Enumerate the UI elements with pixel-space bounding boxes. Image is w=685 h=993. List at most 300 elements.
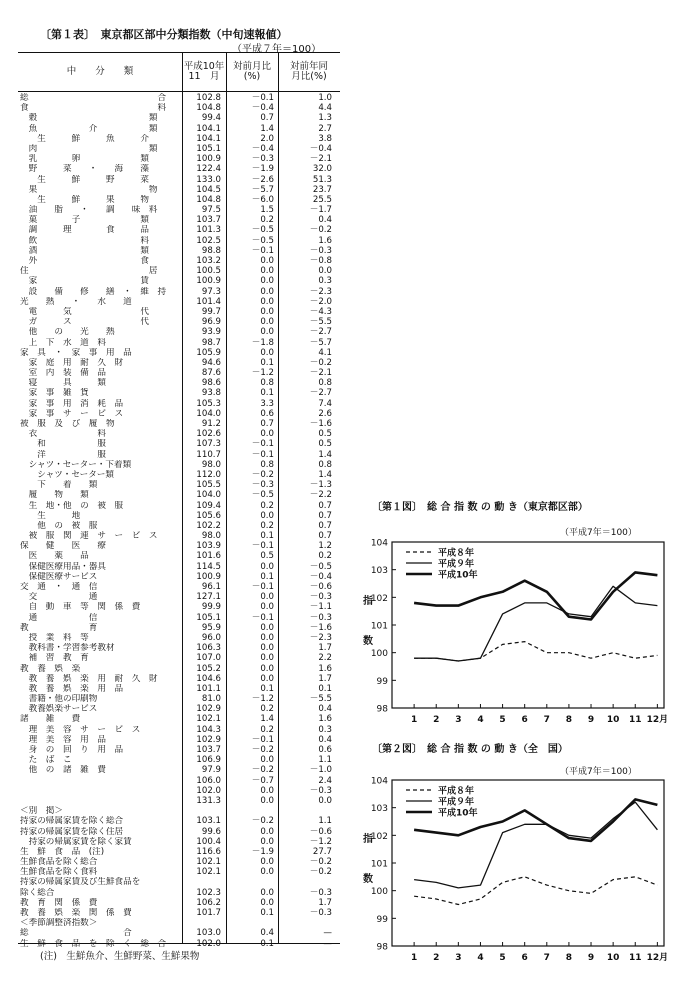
table-row <box>18 419 340 429</box>
x-tick-label: 2 <box>433 715 440 725</box>
table-row <box>18 582 340 592</box>
row-year-change: －0.3 <box>309 245 332 256</box>
row-year-change: －2.7 <box>309 388 332 399</box>
table-header <box>18 53 340 92</box>
row-category: 家 賃 <box>20 276 149 287</box>
row-year-change: －5.5 <box>309 694 332 705</box>
row-category: 教 育 関 係 費 <box>20 897 98 908</box>
table-row <box>18 725 340 735</box>
x-tick-label: 4 <box>477 953 484 963</box>
row-category: 教 養 娯 楽 <box>20 663 81 674</box>
row-year-change: 27.7 <box>312 846 332 857</box>
row-category: 持家の帰属家賃及び生鮮食品を <box>20 877 141 888</box>
y-axis-label: 指 <box>363 834 373 845</box>
table-row <box>18 684 340 694</box>
row-month-change: 0.0 <box>260 663 274 674</box>
row-category: 他 の 光 熱 <box>20 327 115 338</box>
row-category: 持家の帰属家賃を除く住居 <box>20 826 124 837</box>
plot-frame <box>392 542 664 708</box>
table-row <box>18 134 340 144</box>
row-index: 104.1 <box>196 123 221 134</box>
row-month-change: 0.0 <box>260 317 274 328</box>
row-category: 寝 具 類 <box>20 378 106 389</box>
table-row <box>18 205 340 215</box>
y-axis-label: 数 <box>363 874 373 885</box>
row-month-change: －1.9 <box>251 846 274 857</box>
row-category: 外 食 <box>20 256 149 266</box>
row-category: 書籍・他の印刷物 <box>20 694 98 705</box>
row-index: 107.0 <box>196 653 221 664</box>
table-row <box>18 806 340 816</box>
row-index: 102.8 <box>196 93 221 103</box>
row-month-change: －0.1 <box>251 541 274 552</box>
table-row <box>18 409 340 419</box>
row-index: 100.5 <box>196 266 221 277</box>
row-category: 調 理 食 品 <box>20 225 149 236</box>
chart-2-title: 〔第２図〕 総 合 指 数 の 動 き（全 国） <box>372 744 568 755</box>
table-row <box>18 460 340 470</box>
row-category: 生鮮食品を除く食料 <box>20 867 98 878</box>
table-row <box>18 327 340 337</box>
row-index: 133.0 <box>196 174 221 185</box>
table-row <box>18 511 340 521</box>
row-index: 106.2 <box>196 897 221 908</box>
row-index: 105.5 <box>196 480 221 491</box>
row-month-change: －0.3 <box>251 480 274 491</box>
row-year-change: －0.4 <box>309 571 332 582</box>
row-category: 教 育 <box>20 622 98 633</box>
row-year-change: 0.5 <box>318 439 332 450</box>
row-year-change: 1.6 <box>318 663 332 674</box>
y-tick-label: 103 <box>370 804 388 815</box>
row-category: 果 物 <box>20 184 158 195</box>
row-year-change: －0.3 <box>309 785 332 796</box>
row-index: 101.6 <box>196 551 221 562</box>
row-month-change: －0.5 <box>251 235 274 246</box>
table-row <box>18 613 340 623</box>
table-row <box>18 664 340 674</box>
row-index: 102.2 <box>196 520 221 531</box>
row-category: 生 鮮 果 物 <box>20 194 149 205</box>
table-row <box>18 643 340 653</box>
row-category: 補 習 教 育 <box>20 653 89 664</box>
table-row <box>18 827 340 837</box>
row-index: 102.1 <box>196 714 221 725</box>
row-month-change: －0.5 <box>251 490 274 501</box>
table-row <box>18 399 340 409</box>
plot-frame <box>392 780 664 946</box>
row-index: 98.0 <box>201 459 221 470</box>
row-category: 教 養 娯 楽 関 係 費 <box>20 908 132 918</box>
row-index: 99.9 <box>201 602 221 613</box>
table-row <box>18 572 340 582</box>
table-row <box>18 735 340 745</box>
row-index: 104.0 <box>196 490 221 501</box>
row-year-change: －2.3 <box>309 632 332 643</box>
table-row <box>18 674 340 684</box>
table-row <box>18 368 340 378</box>
table-row <box>18 877 340 887</box>
row-category: 履 物 類 <box>20 490 89 501</box>
y-tick-label: 100 <box>370 887 388 898</box>
row-index: 101.3 <box>196 225 221 236</box>
row-index: 103.7 <box>196 215 221 226</box>
row-year-change: 0.4 <box>318 734 332 745</box>
row-category: 生 鮮 魚 介 <box>20 133 149 144</box>
row-year-change: 1.1 <box>318 755 332 766</box>
table-row <box>18 185 340 195</box>
row-year-change: 1.7 <box>318 643 332 654</box>
y-tick-label: 101 <box>370 859 388 870</box>
x-tick-label: 11 <box>628 953 642 963</box>
row-month-change: －1.9 <box>251 164 274 175</box>
y-tick-label: 99 <box>376 676 388 687</box>
row-category: 生 地・他 の 被 服 <box>20 500 124 511</box>
table-title: 〔第１表〕 東京都区部中分類指数（中旬速報値） <box>40 28 288 41</box>
table-row <box>18 103 340 113</box>
row-month-change: 3.3 <box>260 398 274 409</box>
row-index: 102.1 <box>196 867 221 878</box>
row-category: 他 の 諸 雑 費 <box>20 765 106 776</box>
x-tick-label: 2 <box>433 953 440 963</box>
row-category: ＜季節調整済指数＞ <box>20 918 98 929</box>
row-year-change: 0.8 <box>318 378 332 389</box>
table-row <box>18 776 340 786</box>
row-category: 家 具 ・ 家 事 用 品 <box>20 347 132 358</box>
row-index: 93.9 <box>201 327 221 338</box>
table-row <box>18 378 340 388</box>
table-base-note: （平成７年＝100） <box>232 44 322 55</box>
row-year-change: －0.4 <box>309 143 332 154</box>
row-month-change: 0.0 <box>260 857 274 868</box>
row-year-change: －2.2 <box>309 490 332 501</box>
row-year-change: 0.4 <box>318 215 332 226</box>
row-year-change: 0.7 <box>318 520 332 531</box>
row-index: 100.9 <box>196 276 221 287</box>
row-index: 100.4 <box>196 836 221 847</box>
row-index: 106.0 <box>196 775 221 786</box>
x-tick-label: 1 <box>410 953 418 963</box>
row-month-change: 0.8 <box>260 378 274 389</box>
row-category: ＜別 掲＞ <box>20 806 63 817</box>
row-month-change: 0.0 <box>260 602 274 613</box>
x-tick-label: 10 <box>606 953 620 963</box>
row-month-change: －0.2 <box>251 816 274 827</box>
row-month-change: －0.7 <box>251 775 274 786</box>
row-category: 光 熱 ・ 水 道 <box>20 296 132 307</box>
row-year-change: 0.0 <box>318 266 332 277</box>
row-index: 102.3 <box>196 887 221 898</box>
row-month-change: 0.0 <box>260 653 274 664</box>
row-year-change: 51.3 <box>312 174 332 185</box>
header-year-change: 対前年同 月比(%) <box>289 61 328 82</box>
row-month-change: 0.0 <box>260 673 274 684</box>
row-category: 菓 子 類 <box>20 215 149 226</box>
row-index: 116.6 <box>196 846 221 857</box>
row-month-change: 0.0 <box>260 897 274 908</box>
row-month-change: 0.0 <box>260 276 274 287</box>
row-index: 104.6 <box>196 673 221 684</box>
row-year-change: 1.0 <box>318 93 332 103</box>
row-category: 魚 介 類 <box>20 123 158 134</box>
row-year-change: 2.2 <box>318 653 332 664</box>
row-year-change: 1.2 <box>318 541 332 552</box>
x-tick-label: 6 <box>521 953 528 963</box>
row-index: 103.7 <box>196 745 221 755</box>
row-category: 飲 料 <box>20 235 149 246</box>
y-tick-label: 102 <box>370 593 388 604</box>
row-month-change: －0.1 <box>251 245 274 256</box>
row-year-change: －1.1 <box>309 602 332 613</box>
table-row <box>18 623 340 633</box>
table-row <box>18 480 340 490</box>
row-index: 96.9 <box>201 317 221 328</box>
row-index: 87.6 <box>201 368 221 379</box>
row-month-change: 0.0 <box>260 429 274 440</box>
row-month-change: －0.2 <box>251 469 274 480</box>
row-year-change: 0.7 <box>318 531 332 542</box>
row-year-change: －1.2 <box>309 836 332 847</box>
row-category: 衣 料 <box>20 429 106 440</box>
row-month-change: －0.4 <box>251 103 274 114</box>
table-row <box>18 276 340 286</box>
row-month-change: －2.6 <box>251 174 274 185</box>
row-year-change: 2.4 <box>318 775 332 786</box>
row-year-change: 2.7 <box>318 123 332 134</box>
row-year-change: 1.1 <box>318 816 332 827</box>
table-row <box>18 745 340 755</box>
row-month-change: －1.8 <box>251 337 274 348</box>
row-year-change: －1.7 <box>309 205 332 216</box>
row-index: 106.3 <box>196 643 221 654</box>
table-row <box>18 246 340 256</box>
row-year-change: －2.1 <box>309 368 332 379</box>
row-category: 室 内 装 備 品 <box>20 368 106 379</box>
row-category: 保健医療サービス <box>20 571 98 582</box>
x-tick-label: 6 <box>521 715 528 725</box>
row-index: 127.1 <box>196 592 221 603</box>
row-month-change: 1.4 <box>260 714 274 725</box>
row-category: 授 業 料 等 <box>20 632 89 643</box>
table-row <box>18 898 340 908</box>
row-year-change: 0.4 <box>318 704 332 715</box>
row-month-change: 0.4 <box>260 928 274 939</box>
row-month-change: 0.0 <box>260 296 274 307</box>
row-year-change: 1.4 <box>318 469 332 480</box>
row-year-change: 23.7 <box>312 184 332 195</box>
row-index: 91.2 <box>201 419 221 429</box>
row-category: 理 美 容 サ ー ビ ス <box>20 724 141 735</box>
chart-1 <box>350 530 675 730</box>
x-tick-label: 4 <box>477 715 484 725</box>
row-month-change: 0.0 <box>260 327 274 338</box>
row-month-change: 0.1 <box>260 908 274 918</box>
table-row <box>18 653 340 663</box>
x-tick-label: 5 <box>499 715 506 725</box>
table-row <box>18 847 340 857</box>
row-index: 122.4 <box>196 164 221 175</box>
legend-label: 平成９年 <box>438 797 475 808</box>
row-category: 他 の 被 服 <box>20 520 98 531</box>
series-line <box>414 586 657 661</box>
row-category: 家 事 サ ー ビ ス <box>20 408 124 419</box>
row-month-change: －0.1 <box>251 93 274 103</box>
table-row <box>18 816 340 826</box>
y-tick-label: 99 <box>376 914 388 925</box>
row-index: 98.6 <box>201 378 221 389</box>
row-month-change: －0.2 <box>251 765 274 776</box>
row-year-change: 25.5 <box>312 194 332 205</box>
row-month-change: 0.1 <box>260 531 274 542</box>
row-index: 99.7 <box>201 306 221 317</box>
table-row <box>18 307 340 317</box>
row-year-change: －5.7 <box>309 337 332 348</box>
row-index: 101.7 <box>196 908 221 918</box>
row-category: 生 鮮 食 品 を 除 く 総 合 <box>20 938 167 949</box>
table-row <box>18 236 340 246</box>
row-category: 野 菜 ・ 海 藻 <box>20 164 149 175</box>
row-category: 家 事 用 消 耗 品 <box>20 398 124 409</box>
row-index: 99.4 <box>201 113 221 124</box>
row-year-change: 7.4 <box>318 398 332 409</box>
x-tick-label: 3 <box>455 953 462 963</box>
table-row <box>18 694 340 704</box>
row-category: 家 事 雑 貨 <box>20 388 89 399</box>
row-year-change: 32.0 <box>312 164 332 175</box>
y-tick-label: 104 <box>370 776 388 787</box>
row-year-change: －2.1 <box>309 154 332 165</box>
row-index: 97.3 <box>201 286 221 297</box>
header-index: 平成10年 11 月 <box>183 61 225 82</box>
y-tick-label: 100 <box>370 649 388 660</box>
row-category: 上 下 水 道 料 <box>20 337 106 348</box>
table-row <box>18 256 340 266</box>
row-index: 103.2 <box>196 256 221 266</box>
row-year-change: －1.6 <box>309 419 332 429</box>
row-year-change: 0.8 <box>318 459 332 470</box>
row-category: 総 合 <box>20 928 132 939</box>
table-row <box>18 266 340 276</box>
row-category: 生 鮮 野 菜 <box>20 174 149 185</box>
row-year-change: －2.3 <box>309 286 332 297</box>
row-month-change: 0.0 <box>260 306 274 317</box>
row-index: 104.8 <box>196 194 221 205</box>
x-tick-label: 1 <box>410 715 418 725</box>
series-line <box>414 877 657 905</box>
row-year-change: 3.8 <box>318 133 332 144</box>
table-row <box>18 602 340 612</box>
row-month-change: －0.1 <box>251 582 274 592</box>
row-category: 酒 類 <box>20 245 149 256</box>
table-row <box>18 867 340 877</box>
row-category: 保健医療用品・器具 <box>20 561 106 572</box>
row-year-change: 1.6 <box>318 235 332 246</box>
row-month-change: 0.1 <box>260 683 274 694</box>
chart-2-note: （平成7年＝100） <box>560 767 637 777</box>
y-tick-label: 98 <box>376 704 388 715</box>
chart-2 <box>350 768 675 968</box>
row-category: 食 料 <box>20 103 167 114</box>
row-index: 99.6 <box>201 826 221 837</box>
row-category: 住 居 <box>20 266 158 277</box>
row-year-change: －0.6 <box>309 582 332 592</box>
row-category: 生鮮食品を除く総合 <box>20 857 98 868</box>
row-year-change: 0.3 <box>318 724 332 735</box>
table-row <box>18 113 340 123</box>
x-tick-label: 8 <box>565 953 573 963</box>
row-month-change: 0.1 <box>260 357 274 368</box>
row-month-change: 0.2 <box>260 520 274 531</box>
row-month-change: 0.0 <box>260 867 274 878</box>
row-year-change: 1.4 <box>318 449 332 460</box>
table-row <box>18 175 340 185</box>
row-year-change: －0.2 <box>309 867 332 878</box>
row-category: 保 健 医 療 <box>20 541 106 552</box>
header-category: 中 分 類 <box>66 66 134 78</box>
row-index: 100.9 <box>196 571 221 582</box>
table-row <box>18 338 340 348</box>
row-year-change: －0.8 <box>309 256 332 266</box>
row-index: 109.4 <box>196 500 221 511</box>
row-year-change: 4.4 <box>318 103 332 114</box>
row-year-change: 4.1 <box>318 347 332 358</box>
table-row <box>18 888 340 898</box>
row-index: 102.6 <box>196 429 221 440</box>
table-row <box>18 857 340 867</box>
row-index: 101.1 <box>196 683 221 694</box>
row-month-change: 0.5 <box>260 551 274 562</box>
legend-label: 平成10年 <box>438 808 478 819</box>
row-category: 持家の帰属家賃を除く家賃 <box>20 836 132 847</box>
table-row <box>18 358 340 368</box>
row-month-change: 0.0 <box>260 887 274 898</box>
row-index: 103.0 <box>196 928 221 939</box>
chart-1-note: （平成7年＝100） <box>560 528 637 538</box>
row-index: 104.5 <box>196 184 221 195</box>
x-tick-label: 7 <box>543 715 550 725</box>
row-category: 下 着 類 <box>20 480 98 491</box>
row-index: 98.0 <box>201 531 221 542</box>
table-row <box>18 429 340 439</box>
row-category: 乳 卵 類 <box>20 154 149 165</box>
row-year-change: －0.3 <box>309 612 332 623</box>
row-category: 持家の帰属家賃を除く総合 <box>20 816 124 827</box>
index-table <box>18 52 340 949</box>
table-row <box>18 837 340 847</box>
row-month-change: 0.0 <box>260 561 274 572</box>
y-tick-label: 103 <box>370 566 388 577</box>
row-month-change: 0.0 <box>260 622 274 633</box>
x-tick-label: 10 <box>606 715 620 725</box>
row-month-change: －0.1 <box>251 439 274 450</box>
header-month-change: 対前月比 (%) <box>232 61 271 82</box>
row-index: 110.7 <box>196 449 221 460</box>
row-month-change: 0.1 <box>260 571 274 582</box>
row-month-change: 0.0 <box>260 632 274 643</box>
row-year-change: 0.7 <box>318 510 332 521</box>
row-year-change: －0.3 <box>309 592 332 603</box>
row-month-change: －0.3 <box>251 154 274 165</box>
x-tick-label: 12月 <box>646 715 669 725</box>
row-category: 交 通 <box>20 592 98 603</box>
row-month-change: 0.7 <box>260 113 274 124</box>
row-index: 102.9 <box>196 734 221 745</box>
row-month-change: －6.0 <box>251 194 274 205</box>
row-month-change: 0.2 <box>260 724 274 735</box>
row-month-change: －0.2 <box>251 745 274 755</box>
table-body <box>18 93 340 949</box>
table-row <box>18 93 340 103</box>
